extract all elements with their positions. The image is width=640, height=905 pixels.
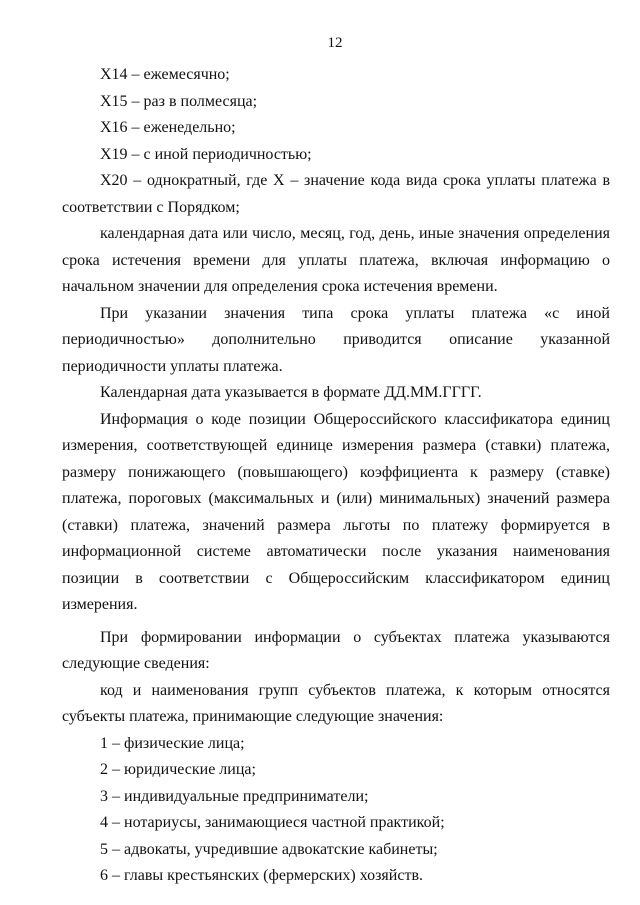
paragraph-subject-groups: код и наименования групп субъектов платежа, к которым относятся субъекты платежа, принимающие следующие значения: bbox=[62, 681, 610, 725]
page-number: 12 bbox=[327, 35, 343, 51]
list-item-4: 4 – нотариусы, занимающиеся частной практикой; bbox=[100, 814, 445, 831]
paragraph-x19: Х19 – с иной периодичностью; bbox=[100, 145, 312, 163]
paragraph-other-periodicity: При указании значения типа срока уплаты платежа «с иной периодичностью» дополнительно приводится описание указанной периодичности уплаты платежа. bbox=[62, 304, 610, 375]
paragraph-x20: Х20 – однократный, где Х – значение кода вида срока уплаты платежа в соответствии с Порядком; bbox=[62, 172, 610, 216]
document-body bbox=[62, 62, 610, 890]
list-item-5: 5 – адвокаты, учредившие адвокатские кабинеты; bbox=[100, 840, 438, 858]
paragraph-date-format: Календарная дата указывается в формате ДД.ММ.ГГГГ. bbox=[100, 384, 482, 401]
paragraph-payment-subjects: При формировании информации о субъектах платежа указываются следующие сведения: bbox=[62, 628, 610, 672]
list-item-6: 6 – главы крестьянских (фермерских) хозяйств. bbox=[100, 867, 423, 884]
paragraph-x16: Х16 – еженедельно; bbox=[100, 119, 236, 136]
list-item-2: 2 – юридические лица; bbox=[100, 761, 256, 778]
paragraph-x14: Х14 – ежемесячно; bbox=[100, 66, 230, 83]
list-item-1: 1 – физические лица; bbox=[100, 734, 245, 752]
list-item-3: 3 – индивидуальные предприниматели; bbox=[100, 787, 369, 805]
paragraph-okei-info: Информация о коде позиции Общероссийского классификатора единиц измерения, соответствующей единице измерения размера (ставки) платежа, размеру понижающего (повышающего) коэффициента к размеру (ставке) платежа, пороговых (максимальных и (или) минимальных) значений размера (ставки) платежа, значений размера льготы по платежу формируется в информационной системе автоматически после указания наименования позиции в соответствии с Общероссийским классификатором единиц измерения. bbox=[62, 410, 610, 613]
paragraph-calendar-date: календарная дата или число, месяц, год, день, иные значения определения срока истечения времени для уплаты платежа, включая информацию о начальном значении для определения срока истечения времени. bbox=[62, 225, 610, 295]
paragraph-x15: Х15 – раз в полмесяца; bbox=[100, 92, 258, 110]
